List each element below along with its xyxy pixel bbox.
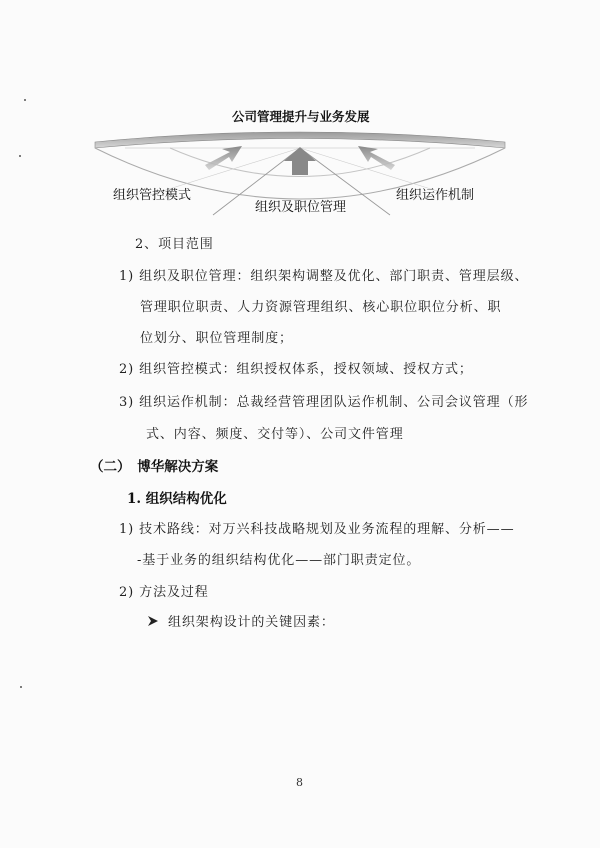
sub-heading: 1. 组织结构优化	[127, 491, 227, 507]
diagram-label-left: 组织管控模式	[113, 188, 192, 203]
solution-item-1-line-2: -基于业务的组织结构优化——部门职责定位。	[137, 553, 421, 568]
scope-item-2-line-1: 2) 组织管控模式：组织授权体系，授权领域、授权方式；	[119, 362, 473, 377]
scope-item-1-line-3: 位划分、职位管理制度；	[140, 331, 293, 346]
diagram-label-right: 组织运作机制	[396, 188, 475, 203]
page-number: 8	[296, 776, 303, 789]
solution-item-1-line-1: 1) 技术路线：对万兴科技战略规划及业务流程的理解、分析——	[119, 522, 515, 537]
bullet-text: 组织架构设计的关键因素：	[168, 615, 335, 630]
arrow-bullet-icon	[147, 615, 159, 627]
diagram-title: 公司管理提升与业务发展	[232, 109, 370, 124]
scan-speck	[24, 99, 26, 101]
bullet-row	[147, 611, 335, 630]
scan-speck	[19, 155, 21, 157]
scope-item-1-line-2: 管理职位职责、人力资源管理组织、核心职位职位分析、职	[140, 300, 502, 315]
scope-item-3-line-1: 3) 组织运作机制：总裁经营管理团队运作机制、公司会议管理（形	[119, 395, 529, 410]
diagram-top-band	[95, 132, 505, 148]
scope-item-1-line-1: 1) 组织及职位管理：组织架构调整及优化、部门职责、管理层级、	[119, 269, 529, 284]
solution-item-2-line-1: 2) 方法及过程	[119, 585, 209, 600]
section-heading: （二） 博华解决方案	[90, 459, 219, 475]
scan-speck	[20, 686, 22, 688]
diagram-label-center: 组织及职位管理	[255, 200, 347, 215]
scope-heading: 2、项目范围	[135, 237, 214, 252]
scope-item-3-line-2: 式、内容、频度、交付等）、公司文件管理	[146, 427, 404, 442]
